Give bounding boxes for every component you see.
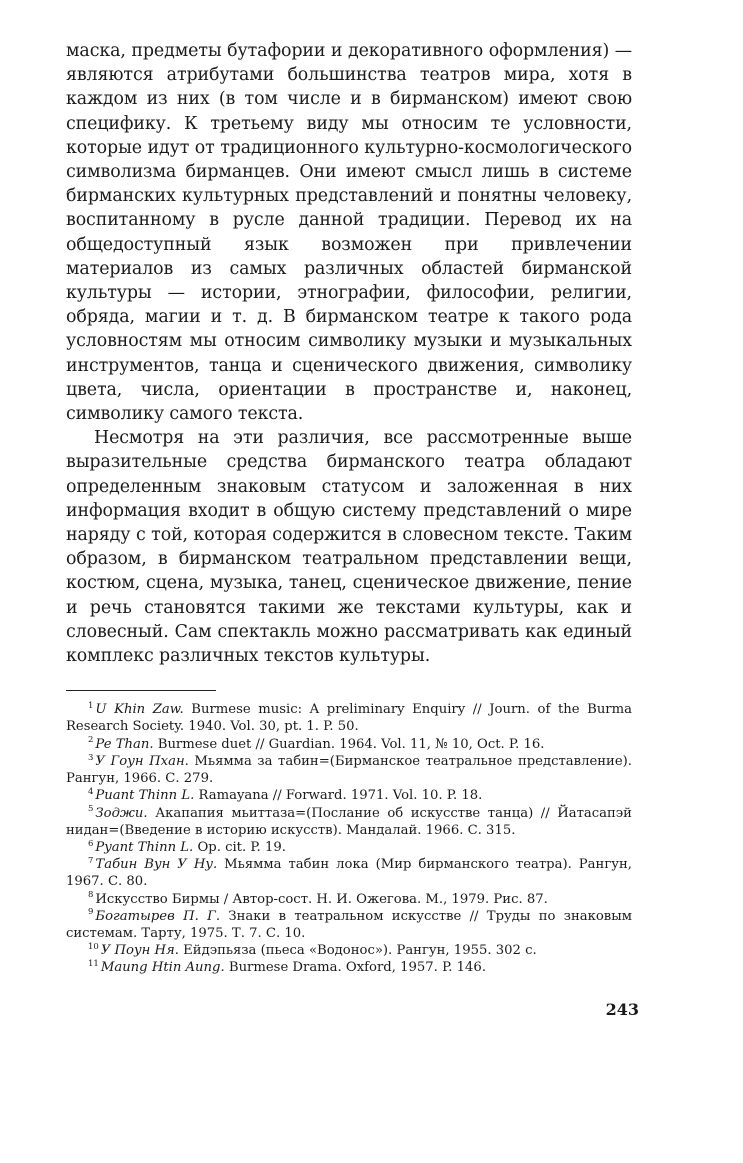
footnote-5: $^5$ Зоджи. Акапапия мьиттаза=(Послание об искусстве танца) // Йатасапэй нидан=(Введение в историю искусств). Мандалай. 1966. С. 315. — [66, 804, 632, 838]
footnote-8: $^8$ Искусство Бирмы / Автор-сост. Н. И. Ожегова. М., 1979. Рис. 87. — [88, 890, 548, 907]
footnote-3: $^3$ У Гоун Пхан. Мьямма за табин=(Бирманское театральное представление). Рангун, 1966. С. 279. — [66, 752, 632, 787]
paragraph-1: маска, предметы бутафории и декоративного оформления) — являются атрибутами большинства театров мира, хотя в каждом из них (в том числе и в бирманском) имеют свою специфику. К третьему виду мы относим те условности, которые идут от традиционного культурно-космологического символизма бирманцев. Они имеют смысл лишь в системе бирманских культурных представлений и понятны человеку, воспитанному в русле данной традиции. Перевод их на общедоступный язык возможен при привлечении материалов из самых различных областей бирманской культуры — истории, этнографии, философии, религии, обряда, магии и т. д. В бирманском театре к такого рода условностям мы относим символику музыки и музыкальных инструментов, танца и сценического движения, символику цвета, числа, ориентации в пространстве и, наконец, символику самого текста. — [66, 41, 632, 425]
footnote-1: $^1$ U Khin Zaw. Burmese music: A preliminary Enquiry // Journ. of the Burma Research Society. 1940. Vol. 30, pt. 1. P. 50. — [66, 700, 632, 735]
footnote-10: $^{10}$ У Поун Ня. Ейдэпьяза (пьеса «Водонос»). Рангун, 1955. 302 с. — [88, 941, 537, 959]
page-number: 243 — [605, 1000, 639, 1019]
footnote-separator — [66, 690, 216, 691]
footnote-2: $^2$ Pe Than. Burmese duet // Guardian. 1964. Vol. 11, № 10, Oct. P. 16. — [88, 735, 545, 752]
footnote-4: $^4$ Puant Thinn L. Ramayana // Forward. 1971. Vol. 10. P. 18. — [88, 786, 483, 804]
footnote-9: $^9$ Богатырев П. Г. Знаки в театральном искусстве // Труды по знаковым системам. Тарту, 1975. Т. 7. С. 10. — [66, 907, 632, 941]
footnote-7: $^7$ Табин Вун У Ну. Мьямма табин лока (Мир бирманского театра). Рангун, 1967. С. 80. — [66, 855, 632, 890]
page-content — [66, 39, 632, 977]
main-text — [66, 39, 632, 668]
footnote-6: $^6$ Pyant Thinn L. Op. cit. P. 19. — [88, 838, 286, 855]
footnote-11: $^{11}$ Maung Htin Aung. Burmese Drama. Oxford, 1957. P. 146. — [88, 958, 487, 976]
footnotes — [66, 701, 632, 976]
paragraph-2: Несмотря на эти различия, все рассмотренные выше выразительные средства бирманского театра обладают определенным знаковым статусом и заложенная в них информация входит в общую систему представлений о мире наряду с той, которая содержится в словесном тексте. Таким образом, в бирманском театральном представлении вещи, костюм, сцена, музыка, танец, сценическое движение, пение и речь становятся такими же текстами культуры, как и словесный. Сам спектакль можно рассматривать как единый комплекс различных текстов культуры. — [66, 428, 632, 667]
